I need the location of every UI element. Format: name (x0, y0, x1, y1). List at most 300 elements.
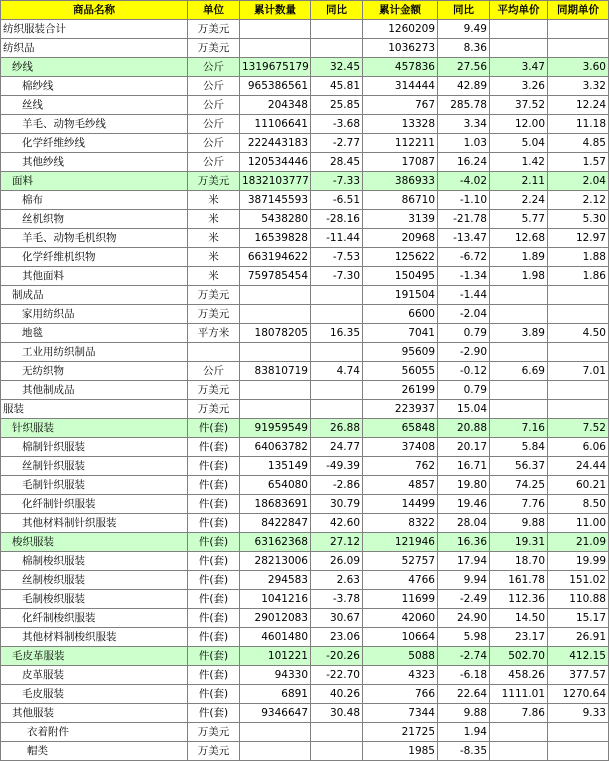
cell-unit: 公斤 (188, 77, 240, 96)
cell-quantity: 94330 (240, 666, 311, 685)
cell-amount-yoy: -6.18 (438, 666, 490, 685)
col-header-quantity: 累计数量 (240, 1, 311, 20)
cell-quantity: 663194622 (240, 248, 311, 267)
cell-amount: 65848 (363, 419, 438, 438)
cell-name: 丝机织物 (1, 210, 188, 229)
cell-amount-yoy: -4.02 (438, 172, 490, 191)
cell-quantity-yoy: 42.60 (311, 514, 363, 533)
cell-quantity-yoy: 4.74 (311, 362, 363, 381)
cell-quantity-yoy: -3.78 (311, 590, 363, 609)
cell-quantity (240, 286, 311, 305)
cell-avg-price: 1111.01 (490, 685, 548, 704)
cell-prior-price (548, 286, 609, 305)
cell-amount-yoy: 19.80 (438, 476, 490, 495)
cell-unit: 万美元 (188, 381, 240, 400)
table-row (1, 286, 609, 305)
cell-quantity: 1041216 (240, 590, 311, 609)
cell-avg-price (490, 305, 548, 324)
cell-quantity-yoy: -6.51 (311, 191, 363, 210)
cell-avg-price: 3.26 (490, 77, 548, 96)
cell-quantity-yoy: 27.12 (311, 533, 363, 552)
cell-amount-yoy: 16.71 (438, 457, 490, 476)
cell-name: 羊毛、动物毛纱线 (1, 115, 188, 134)
cell-quantity (240, 381, 311, 400)
cell-name: 羊毛、动物毛机织物 (1, 229, 188, 248)
cell-quantity: 91959549 (240, 419, 311, 438)
cell-avg-price: 1.98 (490, 267, 548, 286)
cell-quantity-yoy: -7.30 (311, 267, 363, 286)
cell-prior-price: 19.99 (548, 552, 609, 571)
cell-quantity: 6891 (240, 685, 311, 704)
cell-avg-price: 2.11 (490, 172, 548, 191)
cell-unit: 米 (188, 267, 240, 286)
cell-name: 其他面料 (1, 267, 188, 286)
cell-avg-price: 5.84 (490, 438, 548, 457)
col-header-amount: 累计金额 (363, 1, 438, 20)
cell-avg-price: 7.16 (490, 419, 548, 438)
cell-avg-price: 1.89 (490, 248, 548, 267)
cell-avg-price: 19.31 (490, 533, 548, 552)
cell-quantity-yoy: 30.79 (311, 495, 363, 514)
cell-quantity-yoy: 30.48 (311, 704, 363, 723)
cell-amount: 7344 (363, 704, 438, 723)
cell-quantity: 1832103777 (240, 172, 311, 191)
cell-unit: 万美元 (188, 305, 240, 324)
cell-quantity-yoy (311, 723, 363, 742)
cell-name: 化学纤维纱线 (1, 134, 188, 153)
table-row (1, 419, 609, 438)
table-row (1, 571, 609, 590)
cell-quantity: 83810719 (240, 362, 311, 381)
cell-quantity (240, 742, 311, 761)
cell-prior-price: 4.85 (548, 134, 609, 153)
cell-avg-price: 18.70 (490, 552, 548, 571)
cell-amount: 1036273 (363, 39, 438, 58)
cell-amount: 457836 (363, 58, 438, 77)
cell-prior-price: 3.32 (548, 77, 609, 96)
cell-amount: 191504 (363, 286, 438, 305)
cell-avg-price: 502.70 (490, 647, 548, 666)
table-body (1, 20, 609, 761)
cell-amount: 17087 (363, 153, 438, 172)
cell-name: 其他材料制梭织服装 (1, 628, 188, 647)
table-row (1, 191, 609, 210)
cell-prior-price: 1.57 (548, 153, 609, 172)
cell-quantity: 204348 (240, 96, 311, 115)
cell-quantity-yoy: -49.39 (311, 457, 363, 476)
cell-prior-price: 8.50 (548, 495, 609, 514)
cell-amount-yoy: 9.88 (438, 704, 490, 723)
cell-name: 其他制成品 (1, 381, 188, 400)
cell-quantity-yoy: 30.67 (311, 609, 363, 628)
cell-unit: 件(套) (188, 609, 240, 628)
cell-quantity-yoy: 23.06 (311, 628, 363, 647)
cell-prior-price: 15.17 (548, 609, 609, 628)
table-row (1, 153, 609, 172)
cell-amount-yoy: 1.03 (438, 134, 490, 153)
cell-amount-yoy: 3.34 (438, 115, 490, 134)
table-row (1, 590, 609, 609)
cell-amount: 86710 (363, 191, 438, 210)
cell-avg-price: 161.78 (490, 571, 548, 590)
cell-prior-price (548, 343, 609, 362)
cell-unit: 件(套) (188, 419, 240, 438)
table-row (1, 343, 609, 362)
cell-name: 毛皮革服装 (1, 647, 188, 666)
cell-amount: 95609 (363, 343, 438, 362)
cell-avg-price: 14.50 (490, 609, 548, 628)
cell-quantity-yoy: 32.45 (311, 58, 363, 77)
cell-quantity-yoy: 25.85 (311, 96, 363, 115)
cell-avg-price: 23.17 (490, 628, 548, 647)
table-row (1, 704, 609, 723)
cell-unit: 件(套) (188, 628, 240, 647)
cell-amount-yoy: -1.34 (438, 267, 490, 286)
cell-name: 皮革服装 (1, 666, 188, 685)
table-row (1, 742, 609, 761)
cell-prior-price: 11.18 (548, 115, 609, 134)
cell-unit: 件(套) (188, 647, 240, 666)
cell-avg-price: 56.37 (490, 457, 548, 476)
cell-avg-price (490, 381, 548, 400)
table-row (1, 685, 609, 704)
cell-unit: 米 (188, 248, 240, 267)
cell-unit (188, 343, 240, 362)
cell-quantity-yoy: 45.81 (311, 77, 363, 96)
cell-quantity-yoy (311, 286, 363, 305)
cell-prior-price: 7.52 (548, 419, 609, 438)
cell-amount-yoy: 0.79 (438, 324, 490, 343)
cell-amount: 112211 (363, 134, 438, 153)
cell-unit: 米 (188, 229, 240, 248)
cell-avg-price: 2.24 (490, 191, 548, 210)
cell-quantity: 1319675179 (240, 58, 311, 77)
cell-amount: 386933 (363, 172, 438, 191)
cell-unit: 万美元 (188, 172, 240, 191)
cell-quantity (240, 400, 311, 419)
col-header-avg-price: 平均单价 (490, 1, 548, 20)
table-row (1, 96, 609, 115)
cell-name: 地毯 (1, 324, 188, 343)
cell-prior-price: 12.24 (548, 96, 609, 115)
cell-amount: 10664 (363, 628, 438, 647)
cell-quantity-yoy: -7.33 (311, 172, 363, 191)
cell-name: 化学纤维机织物 (1, 248, 188, 267)
cell-avg-price: 6.69 (490, 362, 548, 381)
cell-name: 棉制梭织服装 (1, 552, 188, 571)
cell-avg-price: 5.04 (490, 134, 548, 153)
cell-amount-yoy: -0.12 (438, 362, 490, 381)
cell-quantity-yoy: -20.26 (311, 647, 363, 666)
cell-unit: 万美元 (188, 39, 240, 58)
cell-prior-price: 60.21 (548, 476, 609, 495)
cell-quantity-yoy (311, 381, 363, 400)
table-row (1, 381, 609, 400)
cell-unit: 公斤 (188, 362, 240, 381)
cell-avg-price: 12.00 (490, 115, 548, 134)
cell-prior-price: 2.12 (548, 191, 609, 210)
cell-quantity-yoy: -2.86 (311, 476, 363, 495)
col-header-amount-yoy: 同比 (438, 1, 490, 20)
cell-amount-yoy: -8.35 (438, 742, 490, 761)
cell-avg-price (490, 20, 548, 39)
table-row (1, 362, 609, 381)
cell-quantity: 28213006 (240, 552, 311, 571)
cell-quantity-yoy (311, 343, 363, 362)
cell-quantity-yoy (311, 742, 363, 761)
cell-amount-yoy: -6.72 (438, 248, 490, 267)
table-row (1, 20, 609, 39)
cell-prior-price (548, 39, 609, 58)
cell-unit: 万美元 (188, 286, 240, 305)
cell-name: 毛皮服装 (1, 685, 188, 704)
cell-unit: 万美元 (188, 723, 240, 742)
cell-amount: 8322 (363, 514, 438, 533)
cell-amount-yoy: 28.04 (438, 514, 490, 533)
cell-amount: 6600 (363, 305, 438, 324)
cell-amount: 37408 (363, 438, 438, 457)
cell-amount: 223937 (363, 400, 438, 419)
cell-unit: 万美元 (188, 20, 240, 39)
cell-amount-yoy: -2.04 (438, 305, 490, 324)
cell-name: 针织服装 (1, 419, 188, 438)
cell-name: 化纤制针织服装 (1, 495, 188, 514)
cell-unit: 公斤 (188, 115, 240, 134)
cell-prior-price: 377.57 (548, 666, 609, 685)
cell-prior-price: 7.01 (548, 362, 609, 381)
cell-prior-price: 1270.64 (548, 685, 609, 704)
cell-prior-price: 1.88 (548, 248, 609, 267)
cell-unit: 平方米 (188, 324, 240, 343)
cell-amount: 1985 (363, 742, 438, 761)
table-row (1, 115, 609, 134)
cell-quantity: 16539828 (240, 229, 311, 248)
cell-quantity: 222443183 (240, 134, 311, 153)
cell-prior-price: 26.91 (548, 628, 609, 647)
cell-amount: 314444 (363, 77, 438, 96)
table-row (1, 229, 609, 248)
cell-prior-price (548, 742, 609, 761)
cell-quantity: 294583 (240, 571, 311, 590)
cell-amount-yoy: -21.78 (438, 210, 490, 229)
cell-amount: 1260209 (363, 20, 438, 39)
table-row (1, 58, 609, 77)
cell-quantity-yoy: -7.53 (311, 248, 363, 267)
table-row (1, 172, 609, 191)
header-row (1, 1, 609, 20)
table-row (1, 476, 609, 495)
cell-amount: 4857 (363, 476, 438, 495)
cell-quantity-yoy (311, 20, 363, 39)
table-row (1, 400, 609, 419)
cell-unit: 件(套) (188, 571, 240, 590)
cell-quantity: 101221 (240, 647, 311, 666)
cell-name: 其他服装 (1, 704, 188, 723)
cell-quantity: 29012083 (240, 609, 311, 628)
table-row (1, 514, 609, 533)
cell-name: 丝制针织服装 (1, 457, 188, 476)
cell-amount-yoy: 16.36 (438, 533, 490, 552)
cell-quantity-yoy: -2.77 (311, 134, 363, 153)
cell-quantity (240, 20, 311, 39)
cell-amount: 762 (363, 457, 438, 476)
cell-avg-price: 7.86 (490, 704, 548, 723)
cell-name: 工业用纺织制品 (1, 343, 188, 362)
cell-amount: 4766 (363, 571, 438, 590)
cell-unit: 件(套) (188, 533, 240, 552)
cell-avg-price (490, 39, 548, 58)
table-row (1, 723, 609, 742)
cell-amount: 20968 (363, 229, 438, 248)
cell-amount-yoy: 15.04 (438, 400, 490, 419)
cell-amount-yoy: 1.94 (438, 723, 490, 742)
cell-unit: 米 (188, 191, 240, 210)
cell-amount-yoy: 8.36 (438, 39, 490, 58)
cell-avg-price (490, 286, 548, 305)
cell-avg-price: 9.88 (490, 514, 548, 533)
cell-prior-price: 110.88 (548, 590, 609, 609)
cell-name: 丝线 (1, 96, 188, 115)
cell-avg-price (490, 723, 548, 742)
cell-prior-price (548, 305, 609, 324)
table-row (1, 39, 609, 58)
cell-amount: 7041 (363, 324, 438, 343)
cell-amount-yoy: -13.47 (438, 229, 490, 248)
cell-amount-yoy: 24.90 (438, 609, 490, 628)
cell-unit: 公斤 (188, 58, 240, 77)
cell-name: 其他材料制针织服装 (1, 514, 188, 533)
cell-quantity-yoy: -28.16 (311, 210, 363, 229)
cell-unit: 件(套) (188, 666, 240, 685)
cell-unit: 万美元 (188, 400, 240, 419)
cell-amount-yoy: 20.88 (438, 419, 490, 438)
cell-amount-yoy: 27.56 (438, 58, 490, 77)
table-row (1, 248, 609, 267)
cell-amount-yoy: -2.74 (438, 647, 490, 666)
cell-avg-price: 458.26 (490, 666, 548, 685)
table-row (1, 457, 609, 476)
cell-unit: 件(套) (188, 704, 240, 723)
cell-quantity-yoy: -3.68 (311, 115, 363, 134)
cell-name: 梭织服装 (1, 533, 188, 552)
cell-prior-price: 21.09 (548, 533, 609, 552)
cell-quantity: 64063782 (240, 438, 311, 457)
cell-prior-price: 24.44 (548, 457, 609, 476)
cell-prior-price: 6.06 (548, 438, 609, 457)
cell-amount: 21725 (363, 723, 438, 742)
cell-amount: 56055 (363, 362, 438, 381)
col-header-unit: 单位 (188, 1, 240, 20)
cell-name: 化纤制梭织服装 (1, 609, 188, 628)
cell-prior-price: 4.50 (548, 324, 609, 343)
cell-unit: 件(套) (188, 552, 240, 571)
cell-avg-price (490, 742, 548, 761)
cell-unit: 米 (188, 210, 240, 229)
cell-prior-price: 12.97 (548, 229, 609, 248)
cell-amount: 150495 (363, 267, 438, 286)
cell-amount-yoy: -1.44 (438, 286, 490, 305)
cell-unit: 件(套) (188, 438, 240, 457)
cell-quantity-yoy: 40.26 (311, 685, 363, 704)
cell-avg-price: 3.89 (490, 324, 548, 343)
cell-prior-price: 2.04 (548, 172, 609, 191)
cell-amount: 52757 (363, 552, 438, 571)
cell-quantity (240, 305, 311, 324)
cell-name: 制成品 (1, 286, 188, 305)
table-row (1, 267, 609, 286)
cell-amount: 766 (363, 685, 438, 704)
cell-prior-price (548, 723, 609, 742)
cell-unit: 件(套) (188, 476, 240, 495)
cell-name: 衣着附件 (1, 723, 188, 742)
cell-quantity: 11106641 (240, 115, 311, 134)
cell-quantity-yoy: 26.09 (311, 552, 363, 571)
cell-amount-yoy: 19.46 (438, 495, 490, 514)
cell-quantity-yoy: -11.44 (311, 229, 363, 248)
cell-amount-yoy: -1.10 (438, 191, 490, 210)
cell-unit: 件(套) (188, 590, 240, 609)
table-row (1, 324, 609, 343)
cell-unit: 公斤 (188, 153, 240, 172)
cell-quantity-yoy (311, 305, 363, 324)
cell-quantity-yoy: 28.45 (311, 153, 363, 172)
cell-amount-yoy: 22.64 (438, 685, 490, 704)
cell-prior-price (548, 400, 609, 419)
cell-prior-price (548, 381, 609, 400)
cell-name: 服装 (1, 400, 188, 419)
cell-unit: 件(套) (188, 685, 240, 704)
cell-quantity (240, 39, 311, 58)
table-row (1, 305, 609, 324)
cell-quantity: 8422847 (240, 514, 311, 533)
cell-amount: 11699 (363, 590, 438, 609)
cell-prior-price: 1.86 (548, 267, 609, 286)
cell-quantity: 120534446 (240, 153, 311, 172)
cell-quantity-yoy: -22.70 (311, 666, 363, 685)
cell-amount-yoy: 9.49 (438, 20, 490, 39)
col-header-quantity-yoy: 同比 (311, 1, 363, 20)
cell-amount-yoy: 42.89 (438, 77, 490, 96)
table-row (1, 134, 609, 153)
col-header-prior-price: 同期单价 (548, 1, 609, 20)
cell-name: 帽类 (1, 742, 188, 761)
cell-amount-yoy: -2.90 (438, 343, 490, 362)
cell-avg-price: 7.76 (490, 495, 548, 514)
cell-quantity: 387145593 (240, 191, 311, 210)
cell-amount: 4323 (363, 666, 438, 685)
table-row (1, 533, 609, 552)
cell-avg-price: 74.25 (490, 476, 548, 495)
cell-amount: 5088 (363, 647, 438, 666)
cell-name: 棉布 (1, 191, 188, 210)
cell-name: 家用纺织品 (1, 305, 188, 324)
cell-amount-yoy: 0.79 (438, 381, 490, 400)
cell-unit: 公斤 (188, 134, 240, 153)
cell-avg-price: 12.68 (490, 229, 548, 248)
table-row (1, 666, 609, 685)
col-header-name: 商品名称 (1, 1, 188, 20)
cell-quantity: 63162368 (240, 533, 311, 552)
cell-unit: 件(套) (188, 495, 240, 514)
cell-quantity-yoy: 16.35 (311, 324, 363, 343)
cell-amount: 14499 (363, 495, 438, 514)
cell-amount: 26199 (363, 381, 438, 400)
cell-amount-yoy: -2.49 (438, 590, 490, 609)
cell-amount-yoy: 5.98 (438, 628, 490, 647)
table-row (1, 628, 609, 647)
cell-name: 棉制针织服装 (1, 438, 188, 457)
cell-unit: 件(套) (188, 514, 240, 533)
